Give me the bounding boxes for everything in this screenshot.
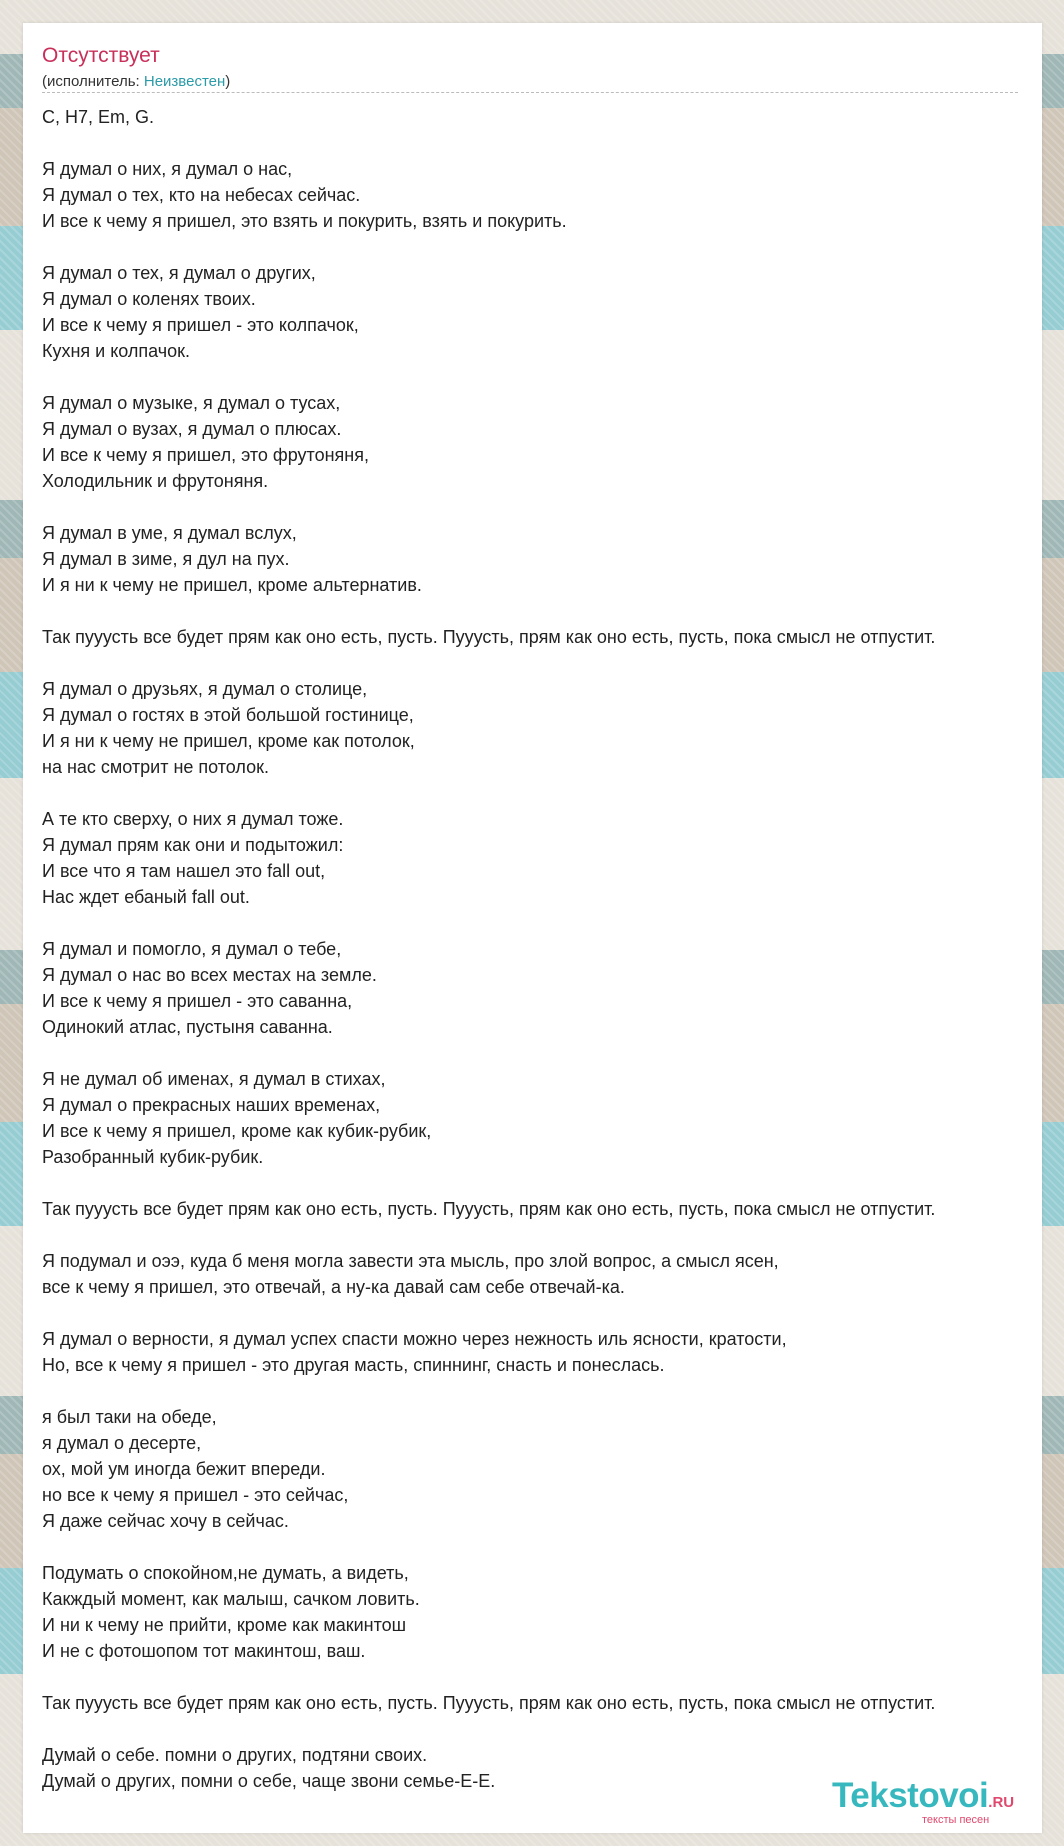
lyric-blank-line: [42, 234, 1042, 260]
lyric-line: все к чему я пришел, это отвечай, а ну-ка давай сам себе отвечай-ка.: [42, 1277, 625, 1297]
lyric-blank-line: [42, 1664, 1042, 1690]
lyric-line: ох, мой ум иногда бежит впереди.: [42, 1459, 326, 1479]
lyric-line: Я подумал и оээ, куда б меня могла завести эта мысль, про злой вопрос, а смысл ясен,: [42, 1251, 779, 1271]
lyric-line: но все к чему я пришел - это сейчас,: [42, 1485, 349, 1505]
lyric-line: Я думал в уме, я думал вслух,: [42, 523, 297, 543]
lyric-blank-line: [42, 650, 1042, 676]
lyric-line: И все к чему я пришел - это колпачок,: [42, 315, 359, 335]
lyric-line: Я думал о вузах, я думал о плюсах.: [42, 419, 342, 439]
lyric-line: И все к чему я пришел, это фрутоняня,: [42, 445, 369, 465]
lyric-line: я думал о десерте,: [42, 1433, 202, 1453]
lyric-line: Кухня и колпачок.: [42, 341, 191, 361]
logo-tagline: тексты песен: [922, 1814, 990, 1826]
logo-name: Tekstovoi: [832, 1776, 989, 1815]
lyric-blank-line: [42, 780, 1042, 806]
lyric-line: А те кто сверху, о них я думал тоже.: [42, 809, 344, 829]
artist-line: [42, 73, 230, 91]
lyric-line: И не с фотошопом тот макинтош, ваш.: [42, 1641, 366, 1661]
lyric-line: Я думал о верности, я думал успех спасти можно через нежность иль ясности, кратости,: [42, 1329, 787, 1349]
lyric-line: Но, все к чему я пришел - это другая масть, спиннинг, снасть и понеслась.: [42, 1355, 665, 1375]
lyric-line: Я думал о тех, кто на небесах сейчас.: [42, 185, 361, 205]
lyric-line: И все к чему я пришел, кроме как кубик-рубик,: [42, 1121, 432, 1141]
artist-link[interactable]: Неизвестен: [143, 73, 226, 90]
lyric-blank-line: [42, 494, 1042, 520]
lyric-blank-line: [42, 1300, 1042, 1326]
logo-tld: .RU: [988, 1794, 1015, 1811]
lyric-blank-line: [42, 130, 1042, 156]
lyric-line: И я ни к чему не пришел, кроме как потолок,: [42, 731, 415, 751]
lyric-blank-line: [42, 598, 1042, 624]
site-logo[interactable]: [832, 1776, 1032, 1836]
lyric-line: Я думал о друзьях, я думал о столице,: [42, 679, 368, 699]
lyric-line: Я думал о тех, я думал о других,: [42, 263, 316, 283]
lyric-line: Я думал в зиме, я дул на пух.: [42, 549, 290, 569]
lyric-line: И все к чему я пришел - это саванна,: [42, 991, 353, 1011]
lyric-line: Думай о себе. помни о других, подтяни своих.: [42, 1745, 428, 1765]
lyric-line: C, H7, Em, G.: [42, 107, 155, 127]
lyric-line: И все что я там нашел это fall out,: [42, 861, 326, 881]
lyric-line: Так пууусть все будет прям как оно есть, пусть. Пууусть, прям как оно есть, пусть, пока смысл не отпустит.: [42, 1199, 936, 1219]
lyric-line: я был таки на обеде,: [42, 1407, 217, 1427]
lyric-line: Я думал о коленях твоих.: [42, 289, 256, 309]
lyric-line: И все к чему я пришел, это взять и покурить, взять и покурить.: [42, 211, 567, 231]
lyric-line: Я даже сейчас хочу в сейчас.: [42, 1511, 289, 1531]
lyric-line: Я думал о нас во всех местах на земле.: [42, 965, 377, 985]
lyric-blank-line: [42, 910, 1042, 936]
lyric-line: Я думал и помогло, я думал о тебе,: [42, 939, 342, 959]
lyric-line: Одинокий атлас, пустыня саванна.: [42, 1017, 333, 1037]
lyric-line: Я думал о гостях в этой большой гостинице,: [42, 705, 414, 725]
lyric-line: Какждый момент, как малыш, сачком ловить.: [42, 1589, 420, 1609]
lyric-blank-line: [42, 1222, 1042, 1248]
lyric-line: Я думал прям как они и подытожил:: [42, 835, 344, 855]
lyric-line: Я думал о них, я думал о нас,: [42, 159, 293, 179]
lyric-blank-line: [42, 1716, 1042, 1742]
lyric-line: Нас ждет ебаный fall out.: [42, 887, 250, 907]
song-title: Отсутствует: [42, 44, 160, 67]
lyric-line: Думай о других, помни о себе, чаще звони семье-Е-Е.: [42, 1771, 496, 1791]
lyrics-card: [23, 23, 1042, 1833]
lyric-line: Так пууусть все будет прям как оно есть, пусть. Пууусть, прям как оно есть, пусть, пока смысл не отпустит.: [42, 627, 936, 647]
artist-suffix: ): [225, 73, 231, 90]
lyric-blank-line: [42, 1040, 1042, 1066]
lyric-line: Разобранный кубик-рубик.: [42, 1147, 264, 1167]
lyric-blank-line: [42, 364, 1042, 390]
lyric-blank-line: [42, 1378, 1042, 1404]
title-divider: [42, 92, 1018, 93]
lyrics-text: [42, 104, 1042, 1794]
lyric-line: Я не думал об именах, я думал в стихах,: [42, 1069, 386, 1089]
artist-prefix: (исполнитель:: [42, 73, 144, 90]
lyric-line: на нас смотрит не потолок.: [42, 757, 270, 777]
lyric-line: Я думал о прекрасных наших временах,: [42, 1095, 381, 1115]
lyric-line: Я думал о музыке, я думал о тусах,: [42, 393, 341, 413]
lyric-blank-line: [42, 1534, 1042, 1560]
lyric-line: И я ни к чему не пришел, кроме альтернатив.: [42, 575, 422, 595]
lyric-line: И ни к чему не прийти, кроме как макинтош: [42, 1615, 407, 1635]
lyric-line: Холодильник и фрутоняня.: [42, 471, 269, 491]
lyric-blank-line: [42, 1170, 1042, 1196]
lyric-line: Так пууусть все будет прям как оно есть, пусть. Пууусть, прям как оно есть, пусть, пока смысл не отпустит.: [42, 1693, 936, 1713]
lyric-line: Подумать о спокойном,не думать, а видеть,: [42, 1563, 409, 1583]
